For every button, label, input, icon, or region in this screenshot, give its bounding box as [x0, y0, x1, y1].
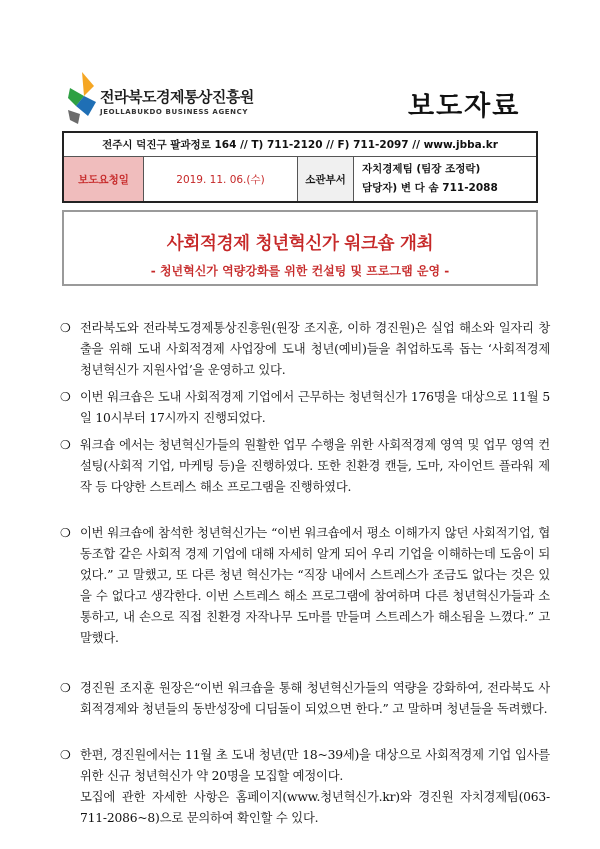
headline-subtitle: - 청년혁신가 역량강화를 위한 컨설팅 및 프로그램 운영 - [150, 264, 450, 278]
org-name-korean: 전라북도경제통상진흥원 [100, 88, 254, 106]
body-paragraph [60, 745, 550, 829]
bullet-circle-icon: ❍ [60, 748, 71, 762]
document-type-title: 보도자료 [408, 91, 521, 122]
department-team: 자치경제팀 (팀장 조정락) [362, 163, 481, 175]
body-paragraph [60, 523, 550, 649]
department-contact: 담당자) 변 다 솜 711-2088 [362, 182, 498, 194]
bullet-circle-icon: ❍ [60, 438, 71, 452]
body-paragraph [60, 678, 550, 720]
press-info-table [62, 131, 538, 203]
department-info [354, 157, 536, 201]
paragraph-text: 전라북도와 전라북도경제통상진흥원(원장 조지훈, 이하 경진원)은 실업 해소와 일자리 창출을 위해 도내 사회적경제 사업장에 도내 청년(예비)들을 취업하도록 돕는 ‘사회적경제 청년혁신가 지원사업’을 운영하고 있다. [80, 321, 550, 377]
org-name-english: JEOLLABUKDO BUSINESS AGENCY [100, 108, 249, 116]
request-date: 2019. 11. 06.(수) [144, 157, 298, 201]
body-paragraph [60, 387, 550, 429]
body-paragraph [60, 435, 550, 498]
headline-box [62, 210, 538, 286]
bullet-circle-icon: ❍ [60, 681, 71, 695]
department-label: 소관부서 [298, 157, 354, 201]
agency-logo [66, 72, 98, 124]
bullet-circle-icon: ❍ [60, 526, 71, 540]
paragraph-text: 경진원 조지훈 원장은“이번 워크숍을 통해 청년혁신가들의 역량을 강화하여, 전라북도 사회적경제와 청년들의 동반성장에 디딤돌이 되었으면 한다.” 고 말하며 청년들을 독려했다. [80, 681, 550, 716]
headline-title: 사회적경제 청년혁신가 워크숍 개최 [166, 234, 434, 254]
body-paragraph [60, 318, 550, 381]
paragraph-text: 이번 워크숍은 도내 사회적경제 기업에서 근무하는 청년혁신가 176명을 대상으로 11월 5일 10시부터 17시까지 진행되었다. [80, 390, 550, 425]
paragraph-text: 워크숍 에서는 청년혁신가들의 원활한 업무 수행을 위한 사회적경제 영역 및 업무 영역 컨설팅(사회적 기업, 마케팅 등)을 진행하였다. 또한 친환경 캔들, 도마, 자이언트 플라워 제작 등 다양한 스트레스 해소 프로그램을 진행하였다. [80, 438, 550, 494]
logo-orange-shape [82, 72, 94, 96]
contact-line: 전주시 덕진구 팔과정로 164 // T) 711-2120 // F) 711-2097 // www.jbba.kr [64, 133, 536, 157]
bullet-circle-icon: ❍ [60, 390, 71, 404]
paragraph-text: 한편, 경진원에서는 11월 초 도내 청년(만 18~39세)을 대상으로 사회적경제 기업 입사를 위한 신규 청년혁신가 약 20명을 모집할 예정이다. 모집에 관한 자세한 사항은 홈페이지(www.청년혁신가.kr)와 경진원 자치경제팀(063-711-2086~8)으로 문의하여 확인할 수 있다. [80, 748, 550, 825]
paragraph-text: 이번 워크숍에 참석한 청년혁신가는 “이번 워크숍에서 평소 이해가지 않던 사회적기업, 협동조합 같은 사회적 경제 기업에 대해 자세히 알게 되어 우리 기업을 이해하는데 도움이 되었다.” 고 말했고, 또 다른 청년 혁신가는 “직장 내에서 스트레스가 조금도 없다는 것은 있을 수 없다고 생각한다. 이번 스트레스 해소 프로그램에 참여하며 다른 청년혁신가들과 소통하고, 내 손으로 직접 친환경 자작나무 도마를 만들며 스트레스가 해소됨을 느꼈다.” 고 말했다. [80, 526, 550, 645]
bullet-circle-icon: ❍ [60, 321, 71, 335]
request-date-label: 보도요청일 [64, 157, 144, 201]
logo-gray-shape [68, 110, 80, 124]
